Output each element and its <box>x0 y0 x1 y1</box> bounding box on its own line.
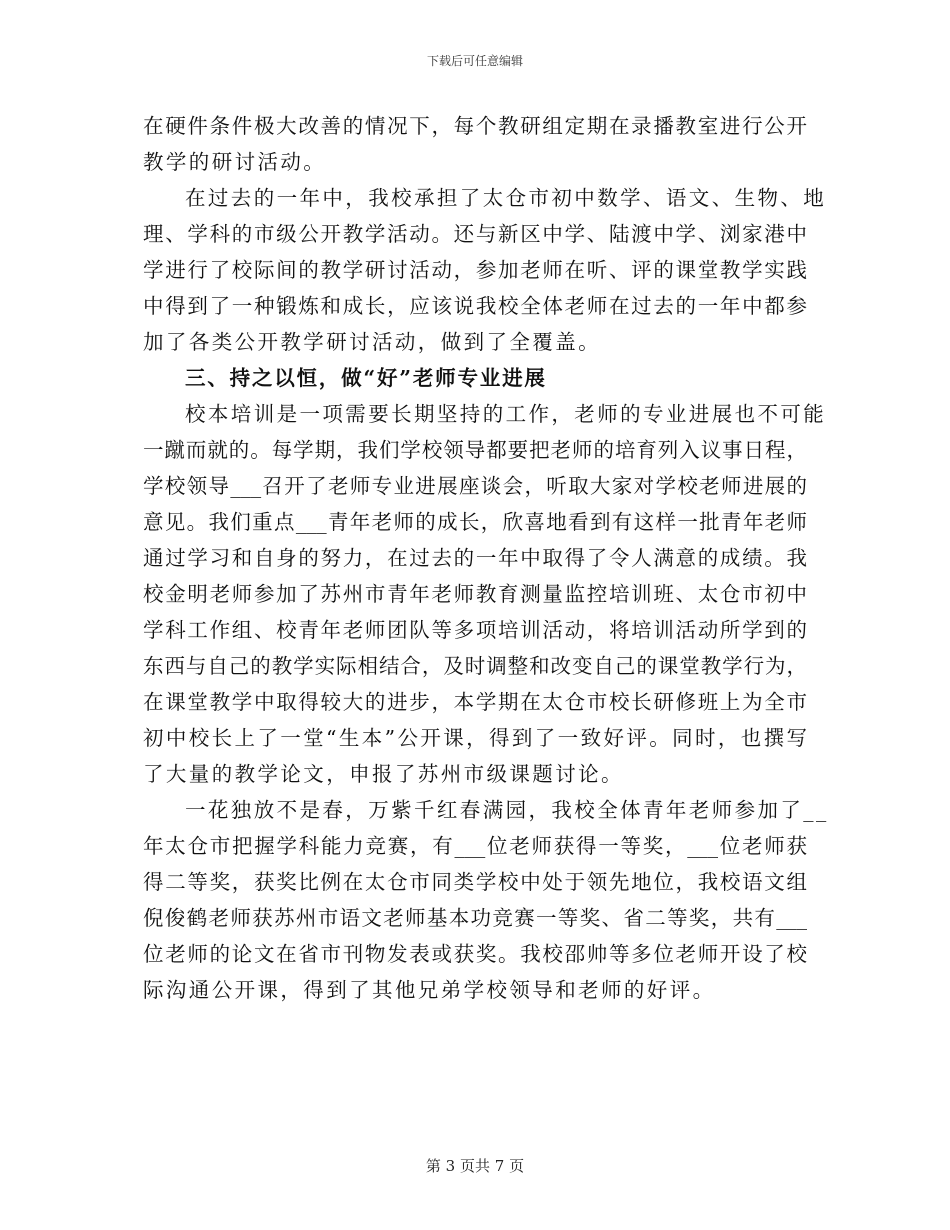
body-line: 学进行了校际间的教学研讨活动，参加老师在听、评的课堂教学实践 <box>143 258 807 282</box>
body-line: 初中校长上了一堂“生本”公开课，得到了一致好评。同时，也撰写 <box>143 726 807 750</box>
body-line: 年太仓市把握学科能力竞赛，有___位老师获得一等奖，___位老师获 <box>143 834 807 858</box>
body-line: 在课堂教学中取得较大的进步，本学期在太仓市校长研修班上为全市 <box>143 690 807 714</box>
body-line: 际沟通公开课，得到了其他兄弟学校领导和老师的好评。 <box>143 978 716 1002</box>
page-header: 下载后可任意编辑 <box>426 54 523 68</box>
body-line: 得二等奖，获奖比例在太仓市同类学校中处于领先地位，我校语文组 <box>143 870 807 894</box>
body-line: 学校领导___召开了老师专业进展座谈会，听取大家对学校老师进展的 <box>143 474 807 498</box>
body-line: 校本培训是一项需要长期坚持的工作，老师的专业进展也不可能 <box>185 402 827 426</box>
body-line: 中得到了一种锻炼和成长，应该说我校全体老师在过去的一年中都参 <box>143 294 807 318</box>
body-line: 东西与自己的教学实际相结合，及时调整和改变自己的课堂教学行为， <box>143 654 807 678</box>
body-line: 校金明老师参加了苏州市青年老师教育测量监控培训班、太仓市初中 <box>143 582 807 606</box>
page-number: 第 3 页共 7 页 <box>425 1157 525 1175</box>
document-body <box>143 108 829 1008</box>
body-line: 一蹴而就的。每学期，我们学校领导都要把老师的培育列入议事日程， <box>143 438 807 462</box>
body-line: 学科工作组、校青年老师团队等多项培训活动，将培训活动所学到的 <box>143 618 807 642</box>
section-heading: 三、持之以恒，做“好”老师专业进展 <box>185 366 547 390</box>
body-line: 了大量的教学论文，申报了苏州市级课题讨论。 <box>143 762 624 786</box>
body-line: 在硬件条件极大改善的情况下，每个教研组定期在录播教室进行公开 <box>143 114 807 138</box>
body-line: 通过学习和自身的努力，在过去的一年中取得了令人满意的成绩。我 <box>143 546 807 570</box>
body-line: 一花独放不是春，万紫千红春满园，我校全体青年老师参加了__ <box>185 798 829 822</box>
body-line: 理、学科的市级公开教学活动。还与新区中学、陆渡中学、浏家港中 <box>143 222 807 246</box>
body-line: 倪俊鹤老师获苏州市语文老师基本功竞赛一等奖、省二等奖，共有___ <box>143 906 807 930</box>
body-line: 在过去的一年中，我校承担了太仓市初中数学、语文、生物、地 <box>185 186 827 210</box>
body-line: 教学的研讨活动。 <box>143 150 327 174</box>
body-line: 意见。我们重点___青年老师的成长，欣喜地看到有这样一批青年老师 <box>143 510 807 534</box>
body-line: 位老师的论文在省市刊物发表或获奖。我校邵帅等多位老师开设了校 <box>143 942 807 966</box>
body-line: 加了各类公开教学研讨活动，做到了全覆盖。 <box>143 330 601 354</box>
